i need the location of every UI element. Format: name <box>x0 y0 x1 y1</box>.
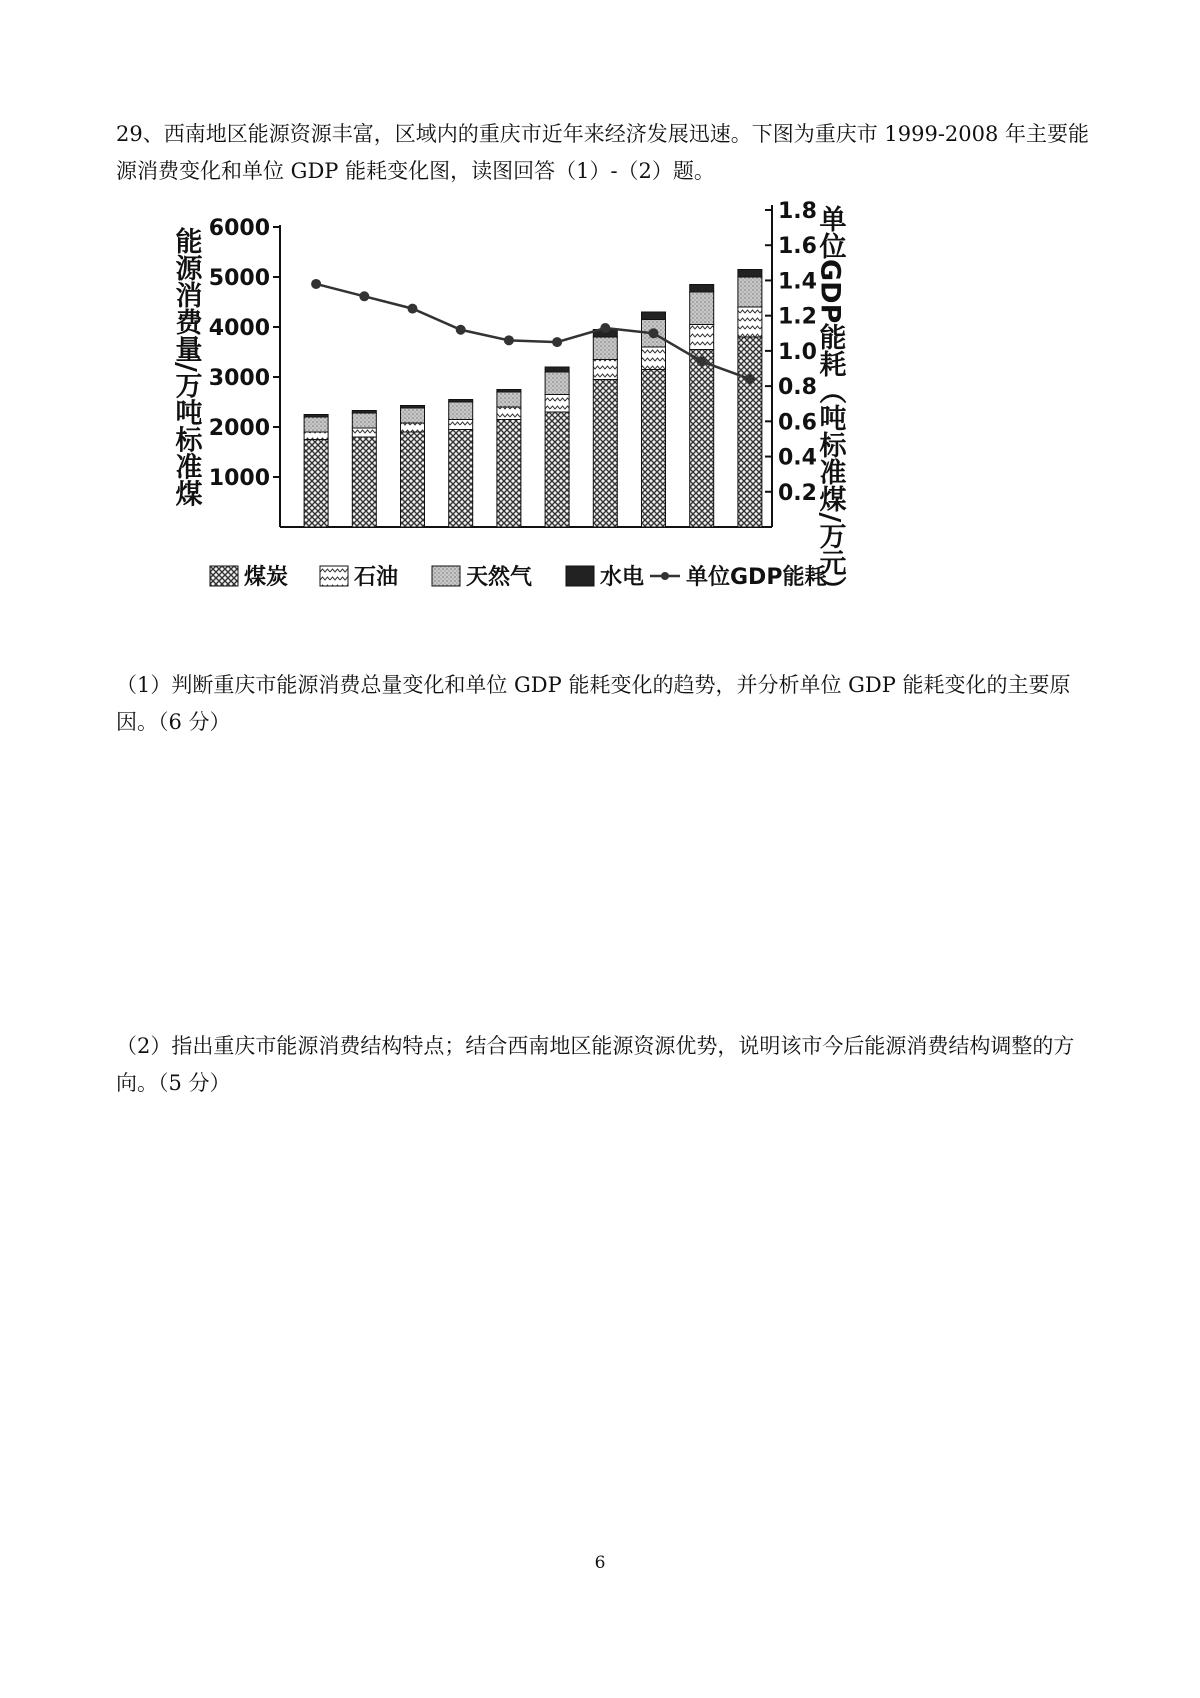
sub-question-1: （1）判断重庆市能源消费总量变化和单位 GDP 能耗变化的趋势，并分析单位 GDP 能耗变化的主要原因。（6 分） <box>116 673 1071 734</box>
legend-gdp: 单位GDP能耗 <box>686 565 827 590</box>
bar-oil-2001 <box>401 423 425 432</box>
bar-oil-2003 <box>497 407 521 420</box>
gdp-point-1999 <box>311 279 321 289</box>
legend-swatch-coal <box>210 566 238 586</box>
legend-swatch-oil <box>320 566 348 586</box>
bar-hydro-2002 <box>449 400 473 403</box>
bar-hydro-2007 <box>690 285 714 293</box>
bar-hydro-2004 <box>545 367 569 372</box>
bar-oil-2008 <box>738 307 762 337</box>
question-intro: 29、西南地区能源资源丰富，区域内的重庆市近年来经济发展迅速。下图为重庆市 1999-2008 年主要能源消费变化和单位 GDP 能耗变化图，读图回答（1）-（2）题。 <box>116 122 1090 183</box>
page-number: 6 <box>594 1553 606 1573</box>
bar-coal-2006 <box>642 370 666 528</box>
energy-chart <box>170 199 960 645</box>
legend <box>210 564 826 590</box>
bar-oil-2006 <box>642 347 666 370</box>
right-tick-1.8: 1.8 <box>778 199 817 224</box>
gdp-point-2004 <box>552 337 562 347</box>
legend-swatch-dot <box>661 572 669 580</box>
gdp-point-2000 <box>359 291 369 301</box>
gdp-line-path <box>316 284 750 379</box>
bar-coal-2008 <box>738 337 762 527</box>
gdp-point-2007 <box>697 356 707 366</box>
bar-hydro-2008 <box>738 270 762 278</box>
right-tick-0.4: 0.4 <box>778 445 817 471</box>
right-tick-1.0: 1.0 <box>778 339 817 365</box>
right-tick-0.8: 0.8 <box>778 375 817 401</box>
bar-hydro-2001 <box>401 406 425 409</box>
bar-oil-2004 <box>545 395 569 413</box>
bar-hydro-1999 <box>304 415 328 418</box>
bar-oil-1999 <box>304 432 328 440</box>
bar-coal-2000 <box>352 437 376 527</box>
left-tick-4000: 4000 <box>208 316 270 341</box>
bar-coal-2004 <box>545 412 569 527</box>
right-tick-1.4: 1.4 <box>778 269 817 295</box>
bar-coal-2005 <box>593 380 617 528</box>
gdp-point-2002 <box>456 325 466 335</box>
bar-gas-2001 <box>401 408 425 423</box>
left-axis-title-text: 能源消费量/万吨标准煤 <box>170 227 202 507</box>
gdp-point-2001 <box>408 304 418 314</box>
left-tick-1000: 1000 <box>208 466 270 491</box>
bar-coal-2002 <box>449 430 473 528</box>
legend-swatch-hydro <box>566 566 594 586</box>
bar-oil-2005 <box>593 360 617 380</box>
bar-oil-2007 <box>690 325 714 350</box>
bar-gas-2008 <box>738 277 762 307</box>
bar-gas-2007 <box>690 292 714 325</box>
right-axis-title-text: 单位GDP能耗（吨标准煤/万元） <box>814 205 846 604</box>
bar-coal-2001 <box>401 432 425 527</box>
right-tick-0.6: 0.6 <box>778 410 817 436</box>
gdp-point-2005 <box>600 323 610 333</box>
bar-oil-2000 <box>352 428 376 437</box>
right-tick-1.2: 1.2 <box>778 304 817 330</box>
left-tick-3000: 3000 <box>208 366 270 391</box>
plot-area <box>209 199 817 527</box>
legend-oil: 石油 <box>354 565 399 590</box>
bar-hydro-2003 <box>497 390 521 393</box>
right-tick-0.2: 0.2 <box>778 480 817 506</box>
legend-swatch-gas <box>432 566 460 586</box>
bar-gas-2005 <box>593 337 617 360</box>
bar-gas-2004 <box>545 372 569 395</box>
bar-coal-2003 <box>497 420 521 528</box>
legend-coal: 煤炭 <box>244 565 289 590</box>
gdp-point-2008 <box>745 374 755 384</box>
left-axis-title <box>171 226 204 507</box>
legend-gas: 天然气 <box>466 565 533 590</box>
gdp-point-2006 <box>649 328 659 338</box>
bar-hydro-2006 <box>642 312 666 320</box>
sub-question-2: （2）指出重庆市能源消费结构特点；结合西南地区能源资源优势，说明该市今后能源消费结构调整的方向。（5 分） <box>116 1034 1075 1095</box>
left-tick-6000: 6000 <box>208 216 270 241</box>
left-tick-5000: 5000 <box>208 266 270 291</box>
bar-gas-2002 <box>449 402 473 420</box>
right-axis-title <box>815 205 848 603</box>
gdp-line <box>311 279 755 384</box>
bar-gas-2000 <box>352 413 376 428</box>
bar-oil-2002 <box>449 420 473 430</box>
legend-hydro: 水电 <box>600 565 645 590</box>
bar-gas-1999 <box>304 417 328 432</box>
bars <box>304 270 762 528</box>
bar-hydro-2000 <box>352 411 376 414</box>
gdp-point-2003 <box>504 335 514 345</box>
bar-gas-2003 <box>497 392 521 407</box>
bar-coal-1999 <box>304 440 328 528</box>
left-tick-2000: 2000 <box>208 416 270 441</box>
bar-coal-2007 <box>690 350 714 528</box>
right-tick-1.6: 1.6 <box>778 234 817 260</box>
